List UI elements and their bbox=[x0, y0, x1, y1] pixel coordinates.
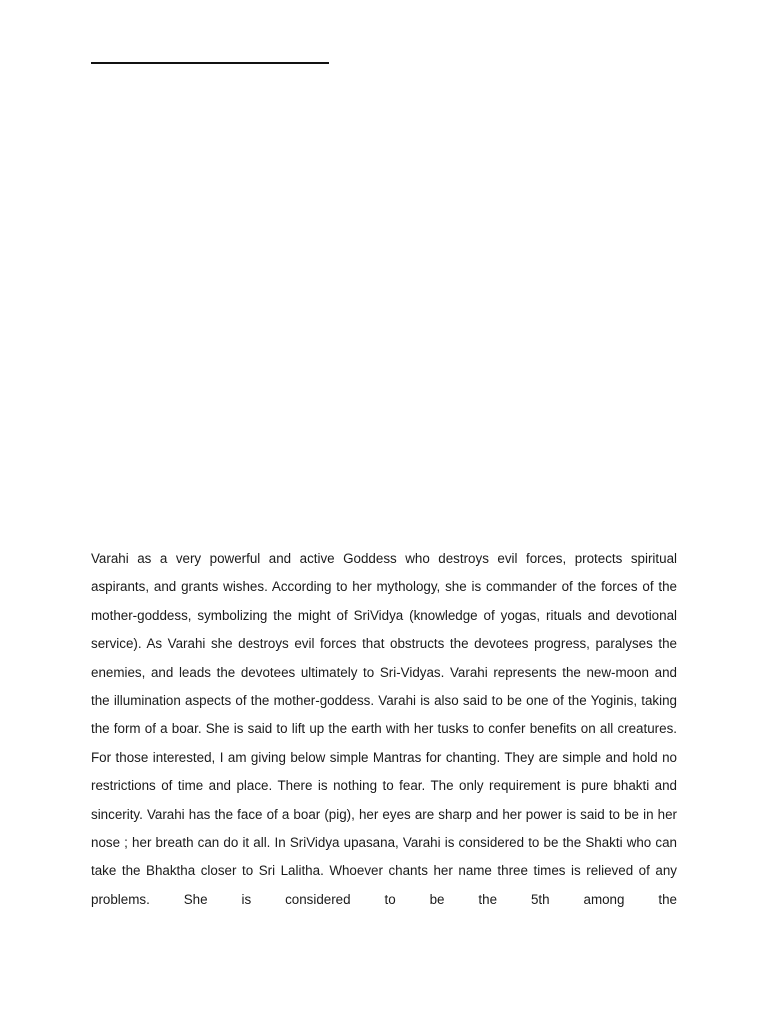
header-rule bbox=[91, 62, 329, 64]
body-paragraph: Varahi as a very powerful and active Goddess who destroys evil forces, protects spiritual aspirants, and grants wishes. According to her mythology, she is commander of the forces of the mother-goddess, symbolizing the might of SriVidya (knowledge of yogas, rituals and devotional service). As Varahi she destroys evil forces that obstructs the devotees progress, paralyses the enemies, and leads the devotees ultimately to Sri-Vidyas. Varahi represents the new-moon and the illumination aspects of the mother-goddess. Varahi is also said to be one of the Yoginis, taking the form of a boar. She is said to lift up the earth with her tusks to confer benefits on all creatures. For those interested, I am giving below simple Mantras for chanting. They are simple and hold no restrictions of time and place. There is nothing to fear. The only requirement is pure bhakti and sincerity. Varahi has the face of a boar (pig), her eyes are sharp and her power is said to be in her nose ; her breath can do it all. In SriVidya upasana, Varahi is considered to be the Shakti who can take the Bhaktha closer to Sri Lalitha. Whoever chants her name three times is relieved of any problems. She is considered to be the 5th among the bbox=[91, 551, 677, 907]
